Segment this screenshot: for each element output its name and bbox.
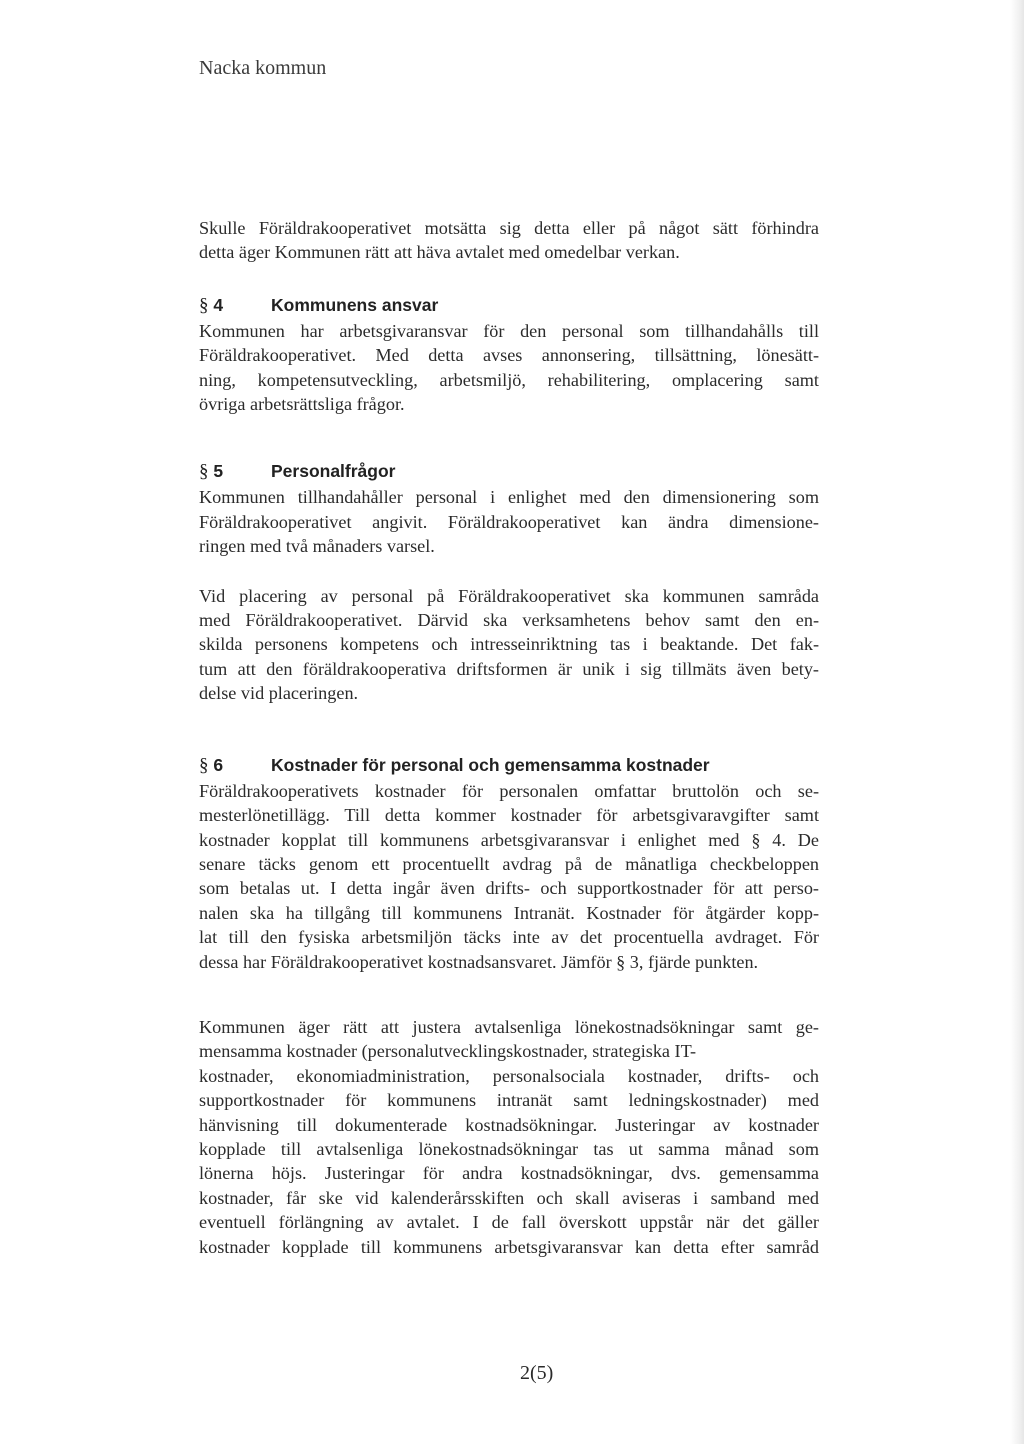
text-line: mesterlönetillägg. Till detta kommer kostnader för arbetsgivaravgifter samt: [199, 805, 819, 826]
intro-paragraph: [199, 216, 819, 265]
text-line: Kommunen har arbetsgivaransvar för den personal som tillhandahålls till: [199, 320, 819, 341]
text-line: ning, kompetensutveckling, arbetsmiljö, rehabilitering, omplacering samt: [199, 369, 819, 390]
section-title: Personalfrågor: [271, 461, 396, 482]
text-line: delse vid placeringen.: [199, 683, 359, 704]
page-number: 2(5): [520, 1362, 554, 1384]
text-line: eventuell förlängning av avtalet. I de fall överskott uppstår när det gäller: [199, 1212, 819, 1233]
text-line: Föräldrakooperativets kostnader för personalen omfattar bruttolön och se-: [199, 780, 819, 801]
text-line: Skulle Föräldrakooperativet motsätta sig detta eller på något sätt förhindra: [199, 218, 819, 238]
section-number: 4: [213, 294, 224, 315]
text-line: Kommunen tillhandahåller personal i enlighet med den dimensionering som: [199, 487, 819, 508]
document-body: [199, 216, 819, 1259]
text-line: Föräldrakooperativet. Med detta avses annonsering, tillsättning, lönesätt-: [199, 345, 819, 366]
section-symbol: §: [199, 294, 209, 316]
text-line: kostnader kopplat till kommunens arbetsgivaransvar i enlighet med § 4. De: [199, 829, 819, 850]
section-paragraph: [199, 1015, 819, 1259]
text-line: tum att den föräldrakooperativa driftsformen är unik i sig tillmäts även bety-: [199, 658, 819, 679]
text-line: kostnader kopplade till kommunens arbetsgivaransvar kan detta efter samråd: [199, 1236, 819, 1257]
text-line: supportkostnader för kommunens intranät samt ledningskostnader) med: [199, 1090, 819, 1111]
text-line: nalen ska ha tillgång till kommunens Intranät. Kostnader för åtgärder kopp-: [199, 902, 819, 923]
text-line: kopplade till avtalsenliga lönekostnadsökningar tas ut samma månad som: [199, 1138, 819, 1159]
text-line: ringen med två månaders varsel.: [199, 536, 435, 557]
text-line: senare täcks genom ett procentuellt avdrag på de månatliga checkbeloppen: [199, 853, 819, 874]
section-heading: [199, 294, 819, 317]
section-heading: [199, 460, 819, 483]
section-title: Kostnader för personal och gemensamma kostnader: [271, 754, 710, 775]
text-line: Föräldrakooperativet angivit. Föräldrakooperativet kan ändra dimensione-: [199, 511, 819, 532]
text-line: övriga arbetsrättsliga frågor.: [199, 394, 405, 415]
text-line: mensamma kostnader (personalutvecklingskostnader, strategiska IT-: [199, 1041, 697, 1062]
text-line: med Föräldrakooperativet. Därvid ska verksamhetens behov samt den en-: [199, 610, 819, 631]
section-paragraph: [199, 584, 819, 706]
text-line: Vid placering av personal på Föräldrakooperativet ska kommunen samråda: [199, 585, 819, 606]
text-line: lat till den fysiska arbetsmiljön täcks inte av det procentuella avdraget. För: [199, 927, 819, 948]
text-line: detta äger Kommunen rätt att häva avtalet med omedelbar verkan.: [199, 242, 680, 263]
text-line: kostnader, får ske vid kalenderårsskiften och skall aviseras i samband med: [199, 1187, 819, 1208]
text-line: kostnader, ekonomiadministration, personalsociala kostnader, drifts- och: [199, 1065, 819, 1086]
section-paragraph: [199, 319, 819, 417]
section-5: [199, 460, 819, 705]
text-line: dessa har Föräldrakooperativet kostnadsansvaret. Jämför § 3, fjärde punkten.: [199, 951, 759, 972]
section-title: Kommunens ansvar: [271, 294, 439, 315]
text-line: Kommunen äger rätt att justera avtalsenliga lönekostnadsökningar samt ge-: [199, 1016, 819, 1037]
text-line: som betalas ut. I detta ingår även drifts- och supportkostnader för att perso-: [199, 878, 819, 899]
section-paragraph: [199, 779, 819, 974]
section-6: [199, 754, 819, 1259]
text-line: skilda personens kompetens och intresseinriktning tas i beaktande. Det fak-: [199, 634, 819, 655]
text-line: hänvisning till dokumenterade kostnadsökningar. Justeringar av kostnader: [199, 1114, 819, 1135]
section-heading: [199, 754, 819, 777]
page-header: Nacka kommun: [199, 57, 327, 79]
section-number: 6: [213, 754, 224, 775]
text-line: lönerna höjs. Justeringar för andra kostnadsökningar, dvs. gemensamma: [199, 1163, 819, 1184]
page-edge-shadow: [1010, 0, 1024, 1444]
section-symbol: §: [199, 461, 209, 483]
section-number: 5: [213, 461, 224, 482]
section-paragraph: [199, 485, 819, 558]
section-symbol: §: [199, 754, 209, 776]
section-4: [199, 294, 819, 417]
